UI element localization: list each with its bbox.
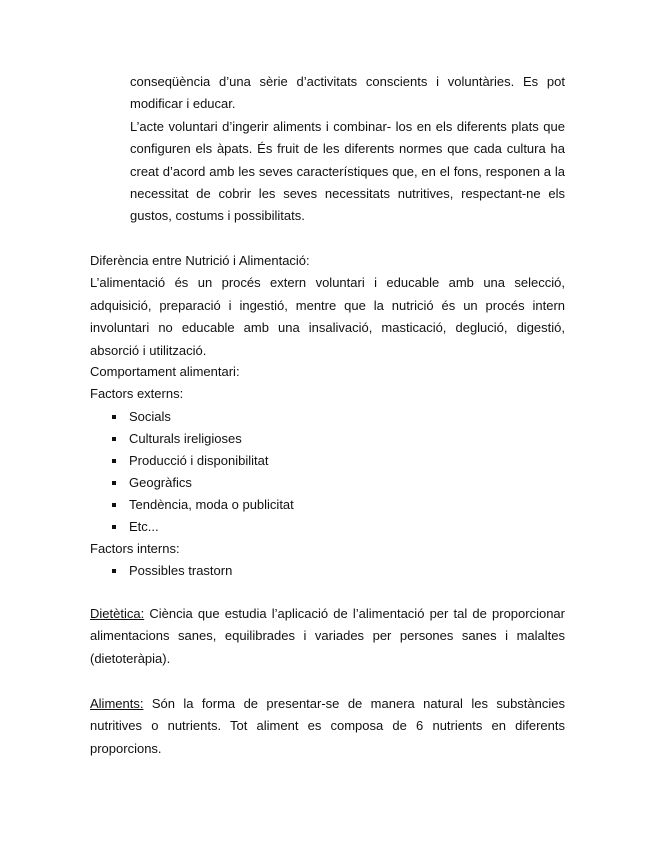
intro-paragraph-1: conseqüència d’una sèrie d’activitats conscients i voluntàries. Es pot modificar i educar. <box>130 74 565 112</box>
list-item: Culturals ireligioses <box>90 428 565 450</box>
list-item: Socials <box>90 406 565 428</box>
foods-text: Són la forma de presentar-se de manera natural les substàncies nutritives o nutrients. Tot aliment es composa de 6 nutrients en diferents proporcions. <box>90 696 565 756</box>
difference-text: L’alimentació és un procés extern voluntari i educable amb una selecció, adquisició, preparació i ingestió, mentre que la nutrició és un procés intern involuntari no educable amb una insalivació, masticació, deglució, digestió, absorció i utilització. <box>90 275 565 358</box>
foods-term: Aliments: <box>90 696 144 711</box>
dietetics-paragraph <box>90 603 565 670</box>
list-item: Producció i disponibilitat <box>90 450 565 472</box>
behaviour-heading: Comportament alimentari: <box>90 364 240 379</box>
external-factors-label: Factors externs: <box>90 386 184 402</box>
internal-factors-list <box>90 560 565 582</box>
behaviour-section <box>90 361 565 582</box>
intro-section <box>130 71 565 228</box>
foods-section <box>90 693 565 760</box>
external-factors-list <box>90 406 565 538</box>
difference-section <box>90 250 565 362</box>
list-item: Etc... <box>90 516 565 538</box>
dietetics-section <box>90 603 565 670</box>
list-item: Geogràfics <box>90 472 565 494</box>
list-item: Possibles trastorn <box>90 560 565 582</box>
difference-heading: Diferència entre Nutrició i Alimentació: <box>90 253 310 268</box>
intro-paragraph-2: L’acte voluntari d’ingerir aliments i combinar- los en els diferents plats que configuren els àpats. És fruit de les diferents normes que cada cultura ha creat d’acord amb les seves característiques que, en el fons, responen a la necessitat de cobrir les seves necessitats nutritives, respectant-ne els gustos, costums i possibilitats. <box>130 118 565 224</box>
internal-factors-label: Factors interns: <box>90 540 180 556</box>
dietetics-text: Ciència que estudia l’aplicació de l’alimentació per tal de proporcionar alimentacions sanes, equilibrades i variades per persones sanes i malaltes (dietoteràpia). <box>90 606 565 666</box>
foods-paragraph <box>90 693 565 760</box>
list-item: Tendència, moda o publicitat <box>90 494 565 516</box>
dietetics-term: Dietètica: <box>90 606 145 621</box>
